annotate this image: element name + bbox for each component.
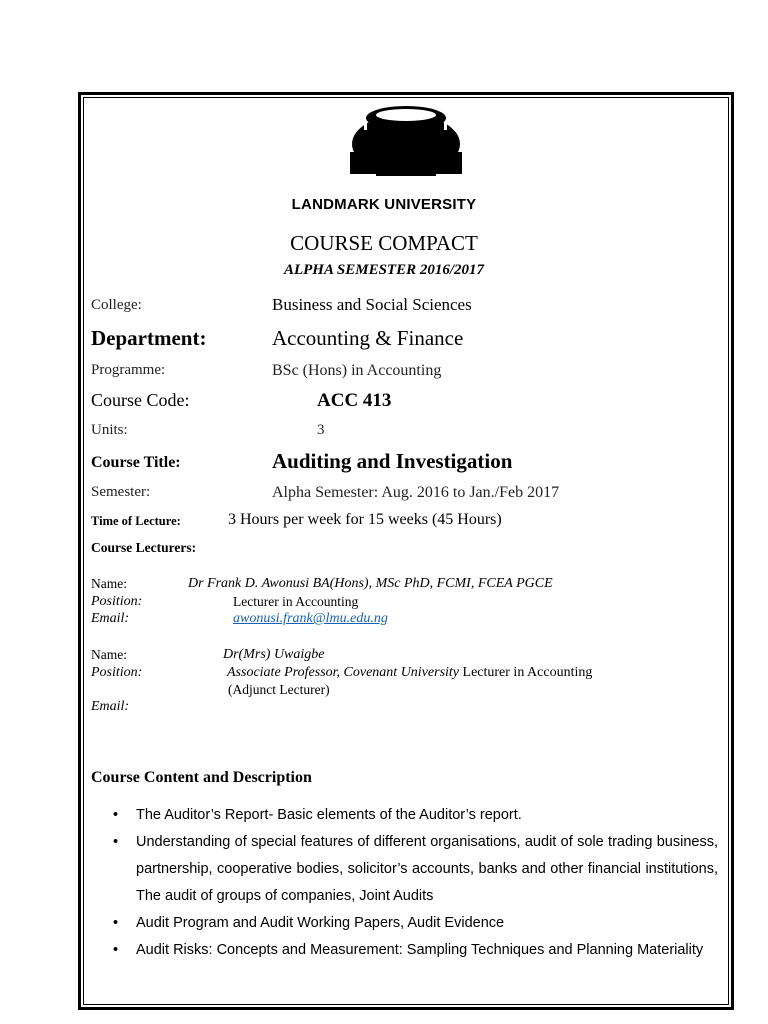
time-of-lecture-value: 3 Hours per week for 15 weeks (45 Hours) — [228, 511, 502, 528]
bullet-icon: • — [113, 915, 119, 931]
university-crest-logo — [346, 102, 466, 180]
lecturer2-name: Dr(Mrs) Uwaigbe — [223, 647, 325, 662]
list-item-text: Audit Program and Audit Working Papers, Audit Evidence — [136, 915, 505, 931]
course-code-label: Course Code: — [91, 390, 190, 410]
lecturer1-position: Lecturer in Accounting — [233, 594, 359, 609]
lecturer2-position — [227, 665, 592, 681]
list-item-text: The Auditor’s Report- Basic elements of the Auditor’s report. — [136, 807, 522, 823]
college-label: College: — [91, 297, 142, 313]
lecturer1-email-link[interactable]: awonusi.frank@lmu.edu.ng — [233, 611, 388, 626]
units-label: Units: — [91, 422, 128, 438]
bullet-icon: • — [113, 834, 119, 850]
course-content-title: Course Content and Description — [91, 769, 312, 786]
programme-label: Programme: — [91, 362, 166, 378]
units-value: 3 — [317, 422, 325, 438]
list-item-text: Audit Risks: Concepts and Measurement: Sampling Techniques and Planning Materiality — [136, 942, 704, 958]
bullet-icon: • — [113, 942, 119, 958]
department-label: Department: — [91, 326, 207, 350]
university-name: LANDMARK UNIVERSITY — [291, 196, 477, 213]
lecturer2-email-label: Email: — [91, 699, 130, 714]
semester-label: Semester: — [91, 484, 151, 500]
semester-value: Alpha Semester: Aug. 2016 to Jan./Feb 2017 — [272, 484, 560, 501]
department-value: Accounting & Finance — [272, 326, 464, 350]
list-item — [113, 910, 718, 937]
lecturer1-position-label: Position: — [91, 594, 143, 609]
lecturer1-name-label: Name: — [91, 576, 127, 591]
college-value: Business and Social Sciences — [272, 295, 472, 314]
lecturer2-position-note: (Adjunct Lecturer) — [228, 682, 330, 697]
lecturer1-email-label: Email: — [91, 611, 130, 626]
list-item — [113, 937, 718, 964]
course-content-list — [113, 802, 718, 964]
lecturer2-position-affiliation: Associate Professor, Covenant University — [227, 665, 460, 680]
course-code-value: ACC 413 — [317, 390, 392, 411]
course-lecturers-label: Course Lecturers: — [91, 540, 197, 555]
bullet-icon: • — [113, 807, 119, 823]
course-title-label: Course Title: — [91, 454, 181, 471]
lecturer2-name-label: Name: — [91, 647, 127, 662]
time-of-lecture-label: Time of Lecture: — [91, 514, 181, 528]
programme-value: BSc (Hons) in Accounting — [272, 362, 442, 379]
lecturer2-position-role: Lecturer in Accounting — [462, 665, 593, 680]
lecturer2-position-label: Position: — [91, 665, 143, 680]
document-title: COURSE COMPACT — [290, 231, 478, 255]
list-item — [113, 802, 718, 829]
semester-heading: ALPHA SEMESTER 2016/2017 — [283, 262, 485, 278]
list-item-text: Understanding of special features of different organisations, audit of sole trading business, partnership, cooperative bodies, solicitor’s accounts, banks and other financial institutions, The audit of groups of companies, Joint Audits — [136, 834, 718, 904]
lecturer1-name: Dr Frank D. Awonusi BA(Hons), MSc PhD, FCMI, FCEA PGCE — [188, 576, 553, 591]
list-item — [113, 829, 718, 910]
course-title-value: Auditing and Investigation — [272, 449, 513, 473]
